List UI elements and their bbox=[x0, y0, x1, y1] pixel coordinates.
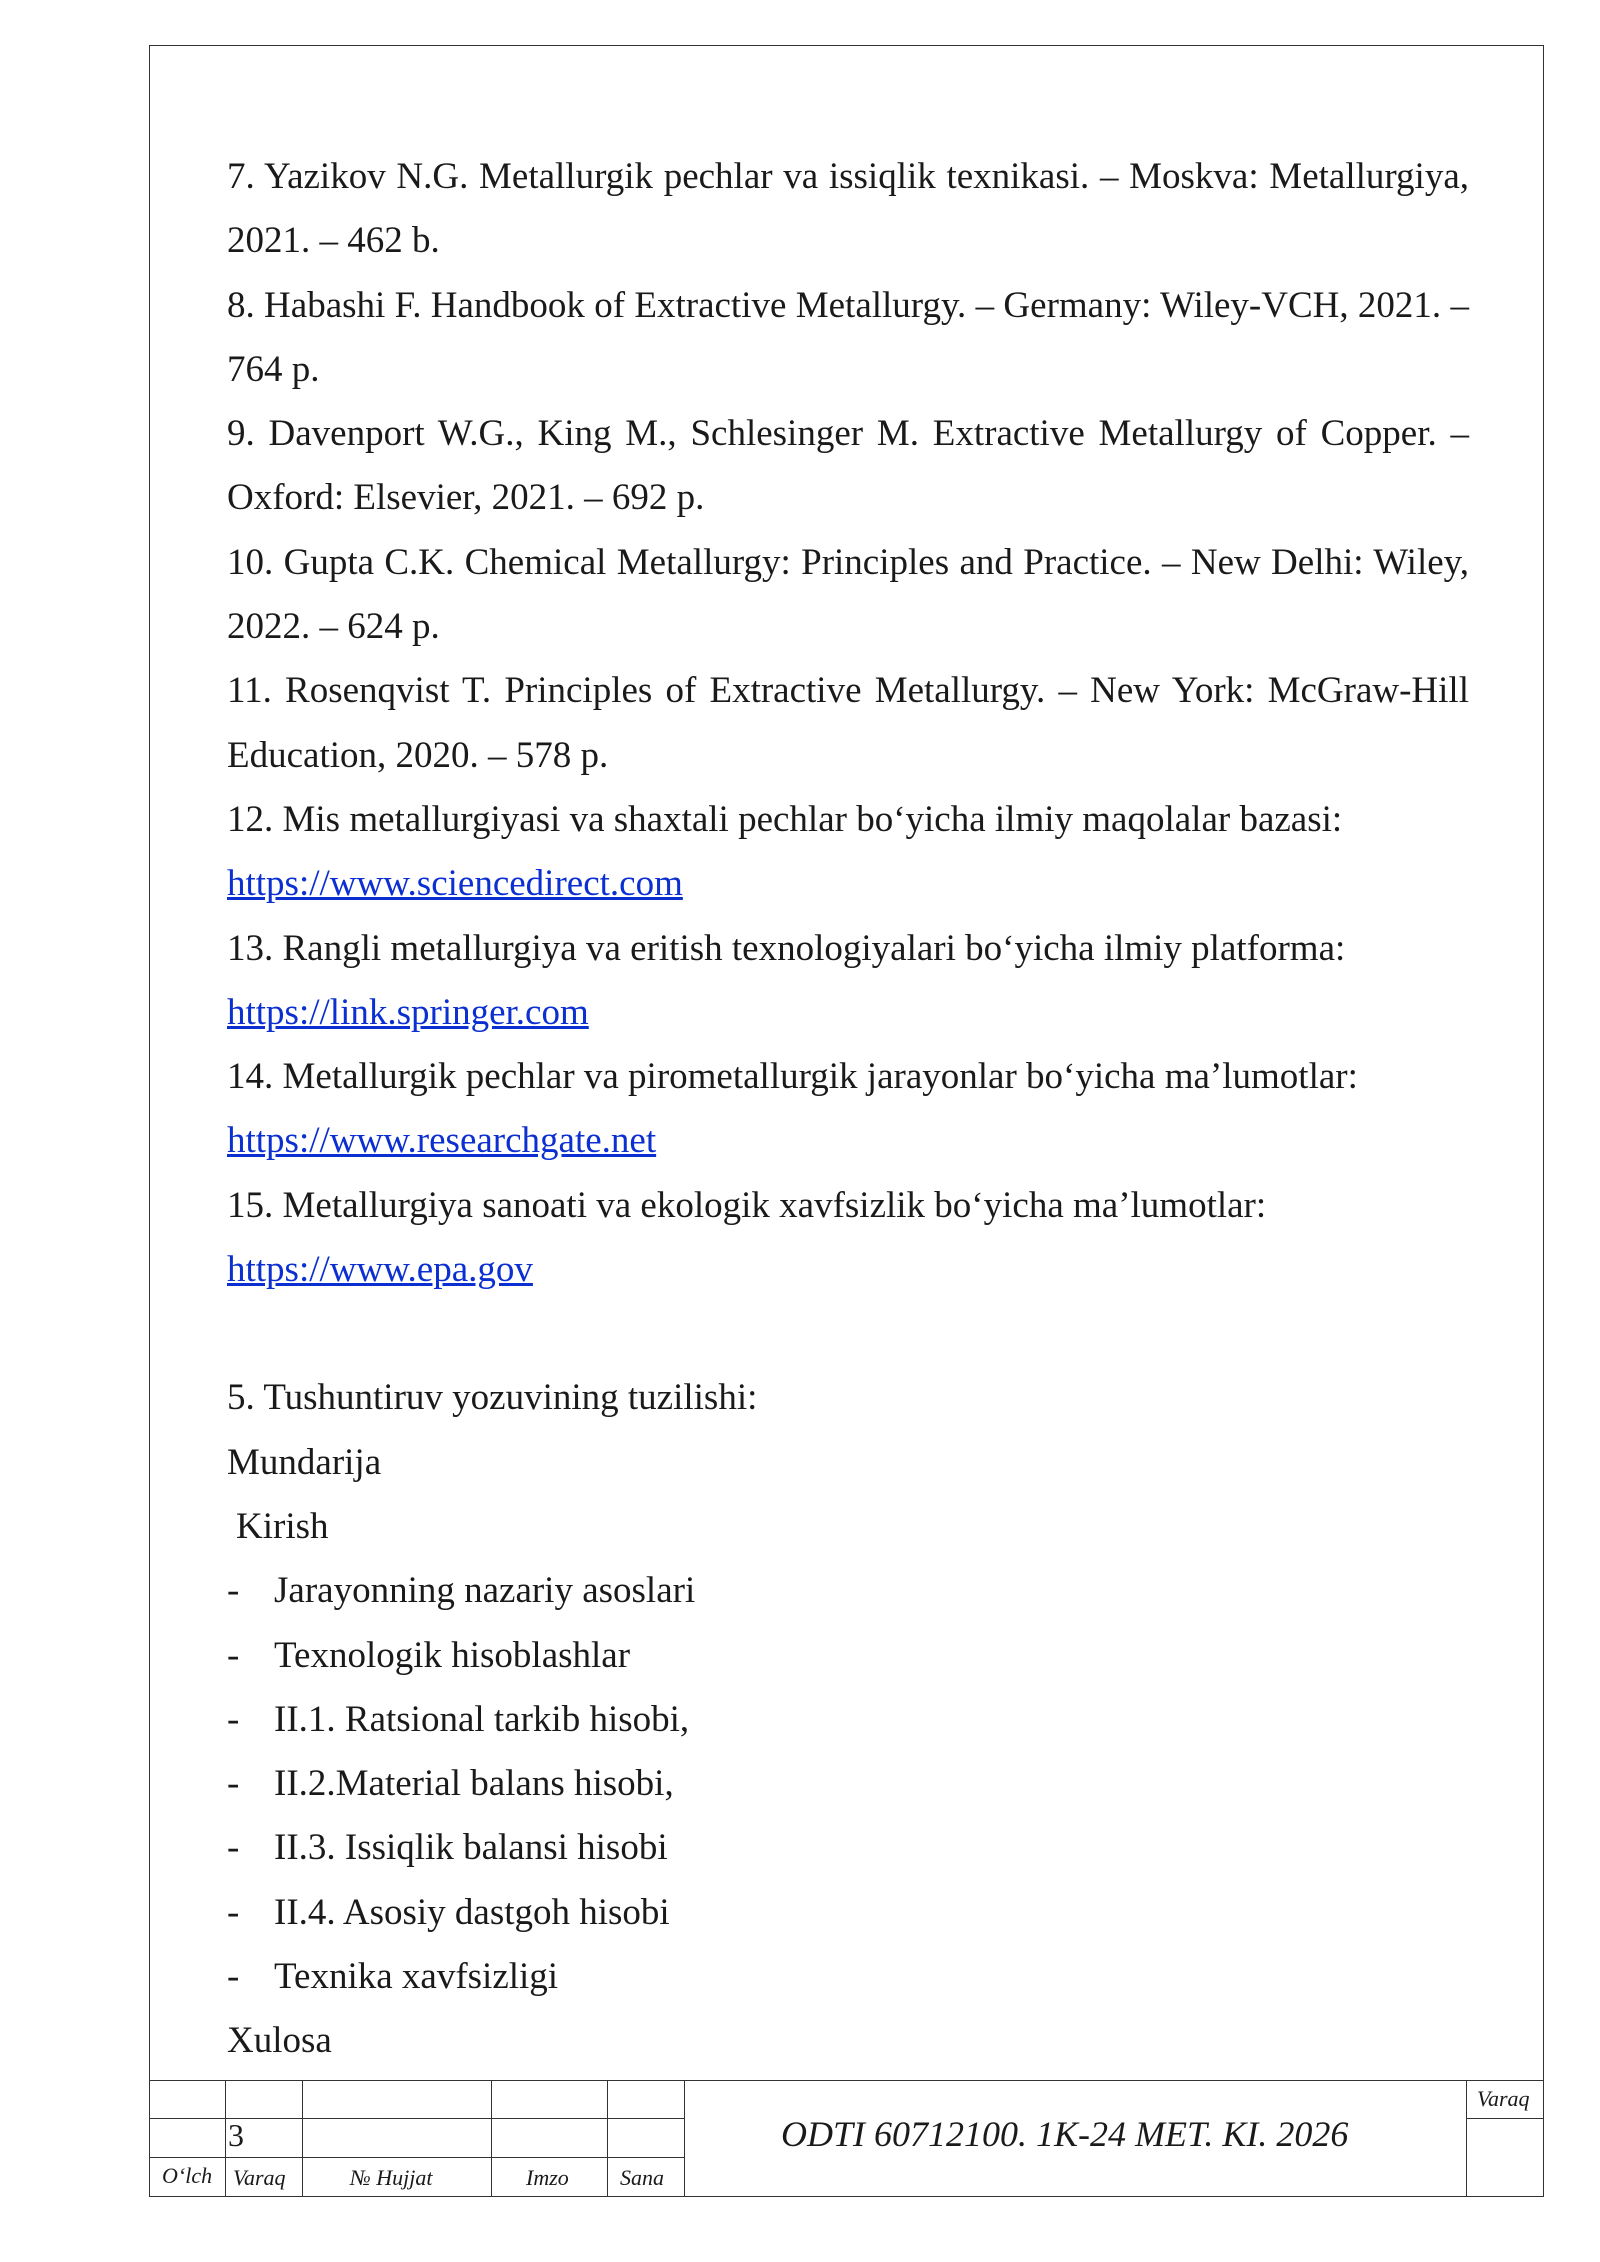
stamp-grid-line bbox=[684, 2081, 685, 2197]
reference-item: 9. Davenport W.G., King M., Schlesinger M. Extractive Metallurgy of Copper. – Oxford: Elsevier, 2021. – 692 p. bbox=[227, 413, 1469, 519]
stamp-varaq-label: Varaq bbox=[1477, 2086, 1530, 2111]
reference-link-springer[interactable]: https://link.springer.com bbox=[227, 991, 589, 1033]
sheet-number: 3 bbox=[228, 2117, 244, 2153]
structure-list-item: - Texnologik hisoblashlar bbox=[227, 1634, 631, 1676]
stamp-grid-line bbox=[302, 2081, 303, 2197]
structure-section bbox=[227, 1366, 1469, 2073]
reference-item: 10. Gupta C.K. Chemical Metallurgy: Principles and Practice. – New Delhi: Wiley, 2022. – 624 p. bbox=[227, 541, 1469, 648]
reference-item: 12. Mis metallurgiyasi va shaxtali pechlar bo‘yicha ilmiy maqolalar bazasi: https://www.sciencedirect.com bbox=[227, 798, 1343, 905]
stamp-grid-line bbox=[225, 2081, 226, 2197]
reference-link-epa[interactable]: https://www.epa.gov bbox=[227, 1249, 533, 1291]
structure-list-item: - II.1. Ratsional tarkib hisobi, bbox=[227, 1698, 690, 1740]
structure-list-item: - Jarayonning nazariy asoslari bbox=[227, 1570, 696, 1612]
intro-label: Kirish bbox=[236, 1505, 329, 1547]
structure-heading: 5. Tushuntiruv yozuvining tuzilishi: bbox=[227, 1377, 758, 1419]
reference-item: 14. Metallurgik pechlar va pirometallurgik jarayonlar bo‘yicha ma’lumotlar: https://www.researchgate.net bbox=[227, 1056, 1358, 1162]
stamp-grid-line bbox=[1466, 2081, 1467, 2197]
stamp-grid-line bbox=[491, 2081, 492, 2197]
title-block bbox=[149, 2080, 1544, 2197]
reference-item: 11. Rosenqvist T. Principles of Extractive Metallurgy. – New York: McGraw-Hill Education, 2020. – 578 p. bbox=[227, 670, 1469, 776]
reference-item: 7. Yazikov N.G. Metallurgik pechlar va issiqlik texnikasi. – Moskva: Metallurgiya, 2021. – 462 b. bbox=[227, 156, 1469, 262]
reference-list bbox=[227, 145, 1469, 1302]
structure-list-item: - II.4. Asosiy dastgoh hisobi bbox=[227, 1891, 670, 1933]
structure-list-item: - II.3. Issiqlik balansi hisobi bbox=[227, 1827, 668, 1869]
reference-link-sciencedirect[interactable]: https://www.sciencedirect.com bbox=[227, 863, 683, 905]
structure-list-item: - Texnika xavfsizligi bbox=[227, 1956, 559, 1998]
structure-list-item: - II.2.Material balans hisobi, bbox=[227, 1763, 674, 1805]
reference-link-researchgate[interactable]: https://www.researchgate.net bbox=[227, 1120, 657, 1162]
page-content bbox=[227, 145, 1469, 2074]
stamp-col-imzo: Imzo bbox=[526, 2165, 569, 2190]
reference-item: 15. Metallurgiya sanoati va ekologik xavfsizlik bo‘yicha ma’lumotlar: https://www.epa.gov bbox=[227, 1184, 1267, 1291]
stamp-grid-line bbox=[1466, 2118, 1544, 2119]
contents-label: Mundarija bbox=[227, 1441, 382, 1483]
reference-item: 13. Rangli metallurgiya va eritish texnologiyalari bo‘yicha ilmiy platforma: https://link.springer.com bbox=[227, 927, 1346, 1033]
document-code: ODTI 60712100. 1K-24 MET. KI. 2026 bbox=[781, 2114, 1349, 2154]
stamp-col-olch: O‘lch bbox=[162, 2163, 213, 2188]
reference-item: 8. Habashi F. Handbook of Extractive Metallurgy. – Germany: Wiley-VCH, 2021. – 764 p. bbox=[227, 284, 1469, 390]
stamp-col-hujjat: № Hujjat bbox=[350, 2165, 433, 2190]
stamp-grid-line bbox=[149, 2157, 684, 2158]
stamp-col-sana: Sana bbox=[620, 2165, 664, 2190]
conclusion-label: Xulosa bbox=[227, 2020, 332, 2062]
stamp-col-varaq: Varaq bbox=[233, 2165, 286, 2190]
stamp-grid-line bbox=[607, 2081, 608, 2197]
